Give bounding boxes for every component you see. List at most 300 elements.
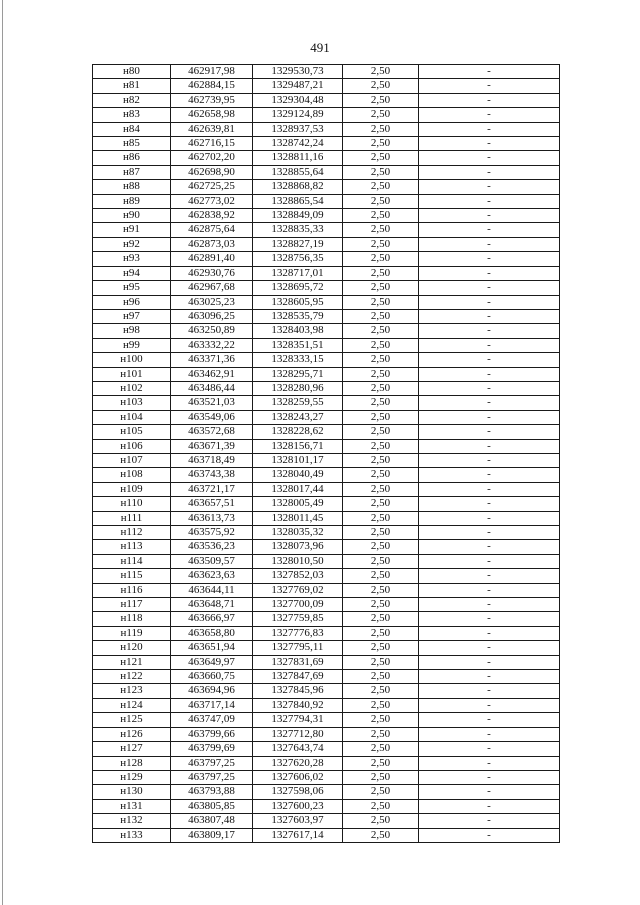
note-cell: - — [419, 410, 560, 424]
y-coordinate-cell: 1328868,82 — [253, 180, 343, 194]
note-cell: - — [419, 569, 560, 583]
point-name-cell: н122 — [93, 670, 171, 684]
point-name-cell: н108 — [93, 468, 171, 482]
table-row — [93, 396, 560, 410]
note-cell: - — [419, 828, 560, 842]
y-coordinate-cell: 1328243,27 — [253, 410, 343, 424]
y-coordinate-cell: 1328295,71 — [253, 367, 343, 381]
y-coordinate-cell: 1329304,48 — [253, 93, 343, 107]
point-name-cell: н133 — [93, 828, 171, 842]
x-coordinate-cell: 463648,71 — [171, 598, 253, 612]
accuracy-cell: 2,50 — [343, 266, 419, 280]
accuracy-cell: 2,50 — [343, 65, 419, 79]
x-coordinate-cell: 463658,80 — [171, 626, 253, 640]
point-name-cell: н85 — [93, 137, 171, 151]
table-row — [93, 122, 560, 136]
accuracy-cell: 2,50 — [343, 468, 419, 482]
table-row — [93, 453, 560, 467]
note-cell: - — [419, 266, 560, 280]
note-cell: - — [419, 713, 560, 727]
note-cell: - — [419, 223, 560, 237]
note-cell: - — [419, 626, 560, 640]
y-coordinate-cell: 1327776,83 — [253, 626, 343, 640]
accuracy-cell: 2,50 — [343, 770, 419, 784]
x-coordinate-cell: 463793,88 — [171, 785, 253, 799]
note-cell: - — [419, 65, 560, 79]
accuracy-cell: 2,50 — [343, 526, 419, 540]
x-coordinate-cell: 463799,66 — [171, 727, 253, 741]
y-coordinate-cell: 1327603,97 — [253, 814, 343, 828]
point-name-cell: н120 — [93, 641, 171, 655]
accuracy-cell: 2,50 — [343, 439, 419, 453]
note-cell: - — [419, 439, 560, 453]
accuracy-cell: 2,50 — [343, 583, 419, 597]
accuracy-cell: 2,50 — [343, 209, 419, 223]
y-coordinate-cell: 1327831,69 — [253, 655, 343, 669]
note-cell: - — [419, 396, 560, 410]
note-cell: - — [419, 468, 560, 482]
table-row — [93, 770, 560, 784]
note-cell: - — [419, 770, 560, 784]
note-cell: - — [419, 122, 560, 136]
y-coordinate-cell: 1327700,09 — [253, 598, 343, 612]
y-coordinate-cell: 1329487,21 — [253, 79, 343, 93]
coordinates-table-body — [93, 65, 560, 843]
accuracy-cell: 2,50 — [343, 223, 419, 237]
point-name-cell: н84 — [93, 122, 171, 136]
table-row — [93, 324, 560, 338]
y-coordinate-cell: 1327606,02 — [253, 770, 343, 784]
point-name-cell: н105 — [93, 425, 171, 439]
x-coordinate-cell: 462891,40 — [171, 252, 253, 266]
x-coordinate-cell: 463805,85 — [171, 799, 253, 813]
table-row — [93, 482, 560, 496]
table-row — [93, 79, 560, 93]
accuracy-cell: 2,50 — [343, 453, 419, 467]
y-coordinate-cell: 1327840,92 — [253, 698, 343, 712]
x-coordinate-cell: 463025,23 — [171, 295, 253, 309]
point-name-cell: н109 — [93, 482, 171, 496]
x-coordinate-cell: 463747,09 — [171, 713, 253, 727]
point-name-cell: н87 — [93, 165, 171, 179]
table-row — [93, 670, 560, 684]
x-coordinate-cell: 463536,23 — [171, 540, 253, 554]
point-name-cell: н101 — [93, 367, 171, 381]
accuracy-cell: 2,50 — [343, 641, 419, 655]
x-coordinate-cell: 463644,11 — [171, 583, 253, 597]
table-row — [93, 194, 560, 208]
x-coordinate-cell: 463717,14 — [171, 698, 253, 712]
x-coordinate-cell: 462698,90 — [171, 165, 253, 179]
point-name-cell: н100 — [93, 353, 171, 367]
point-name-cell: н93 — [93, 252, 171, 266]
point-name-cell: н91 — [93, 223, 171, 237]
point-name-cell: н126 — [93, 727, 171, 741]
note-cell: - — [419, 641, 560, 655]
accuracy-cell: 2,50 — [343, 742, 419, 756]
point-name-cell: н99 — [93, 338, 171, 352]
accuracy-cell: 2,50 — [343, 655, 419, 669]
table-row — [93, 742, 560, 756]
y-coordinate-cell: 1329124,89 — [253, 108, 343, 122]
y-coordinate-cell: 1328010,50 — [253, 554, 343, 568]
table-row — [93, 785, 560, 799]
point-name-cell: н81 — [93, 79, 171, 93]
x-coordinate-cell: 462917,98 — [171, 65, 253, 79]
x-coordinate-cell: 463521,03 — [171, 396, 253, 410]
accuracy-cell: 2,50 — [343, 482, 419, 496]
y-coordinate-cell: 1327795,11 — [253, 641, 343, 655]
table-row — [93, 381, 560, 395]
y-coordinate-cell: 1328855,64 — [253, 165, 343, 179]
y-coordinate-cell: 1327759,85 — [253, 612, 343, 626]
table-row — [93, 497, 560, 511]
y-coordinate-cell: 1328040,49 — [253, 468, 343, 482]
y-coordinate-cell: 1328605,95 — [253, 295, 343, 309]
note-cell: - — [419, 655, 560, 669]
point-name-cell: н96 — [93, 295, 171, 309]
note-cell: - — [419, 353, 560, 367]
table-row — [93, 353, 560, 367]
table-row — [93, 151, 560, 165]
note-cell: - — [419, 252, 560, 266]
table-row — [93, 698, 560, 712]
accuracy-cell: 2,50 — [343, 180, 419, 194]
x-coordinate-cell: 462639,81 — [171, 122, 253, 136]
x-coordinate-cell: 463660,75 — [171, 670, 253, 684]
accuracy-cell: 2,50 — [343, 137, 419, 151]
y-coordinate-cell: 1328535,79 — [253, 309, 343, 323]
y-coordinate-cell: 1327845,96 — [253, 684, 343, 698]
x-coordinate-cell: 463509,57 — [171, 554, 253, 568]
point-name-cell: н88 — [93, 180, 171, 194]
note-cell: - — [419, 727, 560, 741]
note-cell: - — [419, 612, 560, 626]
table-row — [93, 526, 560, 540]
note-cell: - — [419, 309, 560, 323]
accuracy-cell: 2,50 — [343, 353, 419, 367]
y-coordinate-cell: 1329530,73 — [253, 65, 343, 79]
y-coordinate-cell: 1328017,44 — [253, 482, 343, 496]
table-row — [93, 410, 560, 424]
point-name-cell: н94 — [93, 266, 171, 280]
table-row — [93, 756, 560, 770]
x-coordinate-cell: 463797,25 — [171, 770, 253, 784]
y-coordinate-cell: 1328756,35 — [253, 252, 343, 266]
x-coordinate-cell: 463462,91 — [171, 367, 253, 381]
x-coordinate-cell: 463666,97 — [171, 612, 253, 626]
table-row — [93, 511, 560, 525]
note-cell: - — [419, 281, 560, 295]
x-coordinate-cell: 463572,68 — [171, 425, 253, 439]
point-name-cell: н116 — [93, 583, 171, 597]
accuracy-cell: 2,50 — [343, 194, 419, 208]
x-coordinate-cell: 463250,89 — [171, 324, 253, 338]
x-coordinate-cell: 463807,48 — [171, 814, 253, 828]
table-row — [93, 309, 560, 323]
point-name-cell: н97 — [93, 309, 171, 323]
x-coordinate-cell: 463651,94 — [171, 641, 253, 655]
x-coordinate-cell: 463721,17 — [171, 482, 253, 496]
accuracy-cell: 2,50 — [343, 612, 419, 626]
note-cell: - — [419, 453, 560, 467]
y-coordinate-cell: 1328351,51 — [253, 338, 343, 352]
table-row — [93, 626, 560, 640]
point-name-cell: н124 — [93, 698, 171, 712]
table-row — [93, 799, 560, 813]
point-name-cell: н123 — [93, 684, 171, 698]
accuracy-cell: 2,50 — [343, 309, 419, 323]
x-coordinate-cell: 462739,95 — [171, 93, 253, 107]
point-name-cell: н83 — [93, 108, 171, 122]
table-row — [93, 641, 560, 655]
note-cell: - — [419, 338, 560, 352]
y-coordinate-cell: 1328101,17 — [253, 453, 343, 467]
note-cell: - — [419, 756, 560, 770]
table-row — [93, 598, 560, 612]
note-cell: - — [419, 209, 560, 223]
note-cell: - — [419, 180, 560, 194]
x-coordinate-cell: 462658,98 — [171, 108, 253, 122]
table-row — [93, 554, 560, 568]
y-coordinate-cell: 1328156,71 — [253, 439, 343, 453]
note-cell: - — [419, 684, 560, 698]
point-name-cell: н125 — [93, 713, 171, 727]
x-coordinate-cell: 463657,51 — [171, 497, 253, 511]
note-cell: - — [419, 93, 560, 107]
y-coordinate-cell: 1328717,01 — [253, 266, 343, 280]
table-row — [93, 65, 560, 79]
x-coordinate-cell: 463809,17 — [171, 828, 253, 842]
accuracy-cell: 2,50 — [343, 554, 419, 568]
table-row — [93, 655, 560, 669]
note-cell: - — [419, 540, 560, 554]
x-coordinate-cell: 462873,03 — [171, 237, 253, 251]
y-coordinate-cell: 1328835,33 — [253, 223, 343, 237]
y-coordinate-cell: 1328742,24 — [253, 137, 343, 151]
y-coordinate-cell: 1328811,16 — [253, 151, 343, 165]
x-coordinate-cell: 463486,44 — [171, 381, 253, 395]
x-coordinate-cell: 463797,25 — [171, 756, 253, 770]
y-coordinate-cell: 1328937,53 — [253, 122, 343, 136]
note-cell: - — [419, 598, 560, 612]
table-row — [93, 165, 560, 179]
x-coordinate-cell: 462716,15 — [171, 137, 253, 151]
x-coordinate-cell: 463671,39 — [171, 439, 253, 453]
note-cell: - — [419, 194, 560, 208]
accuracy-cell: 2,50 — [343, 295, 419, 309]
note-cell: - — [419, 165, 560, 179]
point-name-cell: н80 — [93, 65, 171, 79]
accuracy-cell: 2,50 — [343, 281, 419, 295]
table-row — [93, 583, 560, 597]
note-cell: - — [419, 526, 560, 540]
note-cell: - — [419, 511, 560, 525]
accuracy-cell: 2,50 — [343, 122, 419, 136]
point-name-cell: н117 — [93, 598, 171, 612]
table-row — [93, 237, 560, 251]
table-row — [93, 93, 560, 107]
point-name-cell: н128 — [93, 756, 171, 770]
point-name-cell: н132 — [93, 814, 171, 828]
y-coordinate-cell: 1327598,06 — [253, 785, 343, 799]
y-coordinate-cell: 1328259,55 — [253, 396, 343, 410]
x-coordinate-cell: 462875,64 — [171, 223, 253, 237]
point-name-cell: н102 — [93, 381, 171, 395]
point-name-cell: н112 — [93, 526, 171, 540]
point-name-cell: н107 — [93, 453, 171, 467]
y-coordinate-cell: 1328827,19 — [253, 237, 343, 251]
accuracy-cell: 2,50 — [343, 367, 419, 381]
accuracy-cell: 2,50 — [343, 338, 419, 352]
table-row — [93, 266, 560, 280]
x-coordinate-cell: 463694,96 — [171, 684, 253, 698]
note-cell: - — [419, 698, 560, 712]
y-coordinate-cell: 1327794,31 — [253, 713, 343, 727]
accuracy-cell: 2,50 — [343, 108, 419, 122]
table-row — [93, 137, 560, 151]
accuracy-cell: 2,50 — [343, 713, 419, 727]
y-coordinate-cell: 1328695,72 — [253, 281, 343, 295]
point-name-cell: н121 — [93, 655, 171, 669]
note-cell: - — [419, 583, 560, 597]
y-coordinate-cell: 1327769,02 — [253, 583, 343, 597]
table-row — [93, 713, 560, 727]
accuracy-cell: 2,50 — [343, 93, 419, 107]
y-coordinate-cell: 1328849,09 — [253, 209, 343, 223]
y-coordinate-cell: 1327620,28 — [253, 756, 343, 770]
accuracy-cell: 2,50 — [343, 497, 419, 511]
note-cell: - — [419, 151, 560, 165]
accuracy-cell: 2,50 — [343, 727, 419, 741]
accuracy-cell: 2,50 — [343, 165, 419, 179]
accuracy-cell: 2,50 — [343, 79, 419, 93]
accuracy-cell: 2,50 — [343, 396, 419, 410]
page-number: 491 — [310, 40, 330, 55]
note-cell: - — [419, 237, 560, 251]
point-name-cell: н98 — [93, 324, 171, 338]
table-row — [93, 281, 560, 295]
x-coordinate-cell: 462930,76 — [171, 266, 253, 280]
point-name-cell: н131 — [93, 799, 171, 813]
accuracy-cell: 2,50 — [343, 252, 419, 266]
table-row — [93, 439, 560, 453]
table-row — [93, 209, 560, 223]
note-cell: - — [419, 497, 560, 511]
coordinates-table — [92, 64, 560, 843]
x-coordinate-cell: 463743,38 — [171, 468, 253, 482]
accuracy-cell: 2,50 — [343, 598, 419, 612]
point-name-cell: н118 — [93, 612, 171, 626]
table-row — [93, 252, 560, 266]
table-row — [93, 295, 560, 309]
table-row — [93, 468, 560, 482]
x-coordinate-cell: 462702,20 — [171, 151, 253, 165]
y-coordinate-cell: 1327600,23 — [253, 799, 343, 813]
table-row — [93, 684, 560, 698]
accuracy-cell: 2,50 — [343, 814, 419, 828]
point-name-cell: н110 — [93, 497, 171, 511]
point-name-cell: н104 — [93, 410, 171, 424]
y-coordinate-cell: 1328035,32 — [253, 526, 343, 540]
accuracy-cell: 2,50 — [343, 799, 419, 813]
note-cell: - — [419, 799, 560, 813]
point-name-cell: н115 — [93, 569, 171, 583]
table-row — [93, 338, 560, 352]
x-coordinate-cell: 462967,68 — [171, 281, 253, 295]
accuracy-cell: 2,50 — [343, 410, 419, 424]
point-name-cell: н119 — [93, 626, 171, 640]
y-coordinate-cell: 1328073,96 — [253, 540, 343, 554]
accuracy-cell: 2,50 — [343, 785, 419, 799]
note-cell: - — [419, 324, 560, 338]
x-coordinate-cell: 463371,36 — [171, 353, 253, 367]
accuracy-cell: 2,50 — [343, 828, 419, 842]
table-row — [93, 569, 560, 583]
y-coordinate-cell: 1327847,69 — [253, 670, 343, 684]
accuracy-cell: 2,50 — [343, 324, 419, 338]
point-name-cell: н95 — [93, 281, 171, 295]
note-cell: - — [419, 295, 560, 309]
table-row — [93, 828, 560, 842]
accuracy-cell: 2,50 — [343, 569, 419, 583]
note-cell: - — [419, 381, 560, 395]
accuracy-cell: 2,50 — [343, 151, 419, 165]
x-coordinate-cell: 463575,92 — [171, 526, 253, 540]
note-cell: - — [419, 137, 560, 151]
point-name-cell: н114 — [93, 554, 171, 568]
point-name-cell: н111 — [93, 511, 171, 525]
point-name-cell: н92 — [93, 237, 171, 251]
x-coordinate-cell: 463623,63 — [171, 569, 253, 583]
point-name-cell: н89 — [93, 194, 171, 208]
point-name-cell: н106 — [93, 439, 171, 453]
table-row — [93, 367, 560, 381]
table-row — [93, 727, 560, 741]
x-coordinate-cell: 463718,49 — [171, 453, 253, 467]
table-row — [93, 180, 560, 194]
accuracy-cell: 2,50 — [343, 698, 419, 712]
accuracy-cell: 2,50 — [343, 540, 419, 554]
x-coordinate-cell: 462884,15 — [171, 79, 253, 93]
table-row — [93, 814, 560, 828]
point-name-cell: н82 — [93, 93, 171, 107]
y-coordinate-cell: 1328005,49 — [253, 497, 343, 511]
accuracy-cell: 2,50 — [343, 381, 419, 395]
note-cell: - — [419, 554, 560, 568]
table-row — [93, 425, 560, 439]
y-coordinate-cell: 1327712,80 — [253, 727, 343, 741]
note-cell: - — [419, 79, 560, 93]
table-row — [93, 108, 560, 122]
accuracy-cell: 2,50 — [343, 237, 419, 251]
accuracy-cell: 2,50 — [343, 684, 419, 698]
note-cell: - — [419, 482, 560, 496]
x-coordinate-cell: 462838,92 — [171, 209, 253, 223]
x-coordinate-cell: 462725,25 — [171, 180, 253, 194]
y-coordinate-cell: 1327643,74 — [253, 742, 343, 756]
point-name-cell: н129 — [93, 770, 171, 784]
y-coordinate-cell: 1328865,54 — [253, 194, 343, 208]
point-name-cell: н113 — [93, 540, 171, 554]
y-coordinate-cell: 1327852,03 — [253, 569, 343, 583]
point-name-cell: н103 — [93, 396, 171, 410]
point-name-cell: н127 — [93, 742, 171, 756]
x-coordinate-cell: 463549,06 — [171, 410, 253, 424]
table-row — [93, 540, 560, 554]
point-name-cell: н86 — [93, 151, 171, 165]
y-coordinate-cell: 1328228,62 — [253, 425, 343, 439]
